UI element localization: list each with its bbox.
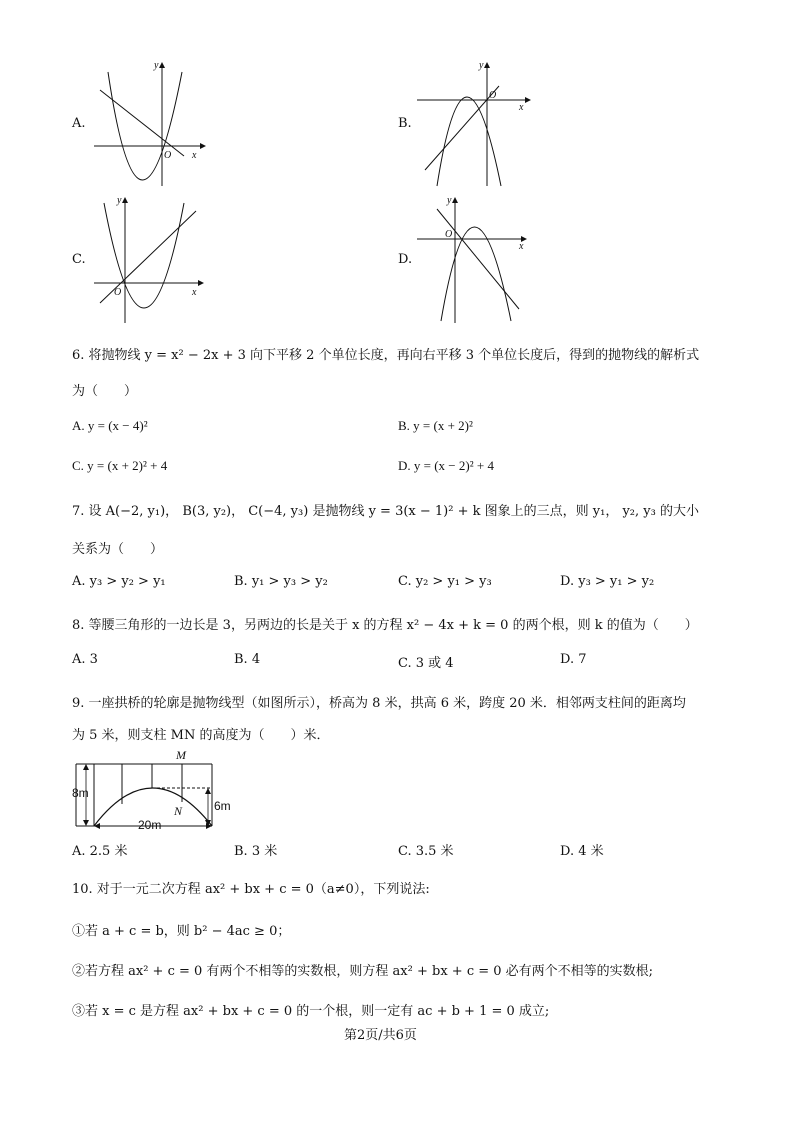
svg-text:y: y [154,60,159,71]
fig-label-n: N [174,804,183,818]
q6-option-d: D. y = (x − 2)² + 4 [398,458,494,473]
q7-option-d: D. y₃ > y₁ > y₂ [560,574,655,589]
option-b-label: B. [398,116,412,131]
graph-b [415,58,535,188]
svg-text:O: O [114,287,122,298]
q6-stem-line1: 6. 将抛物线 y = x² − 2x + 3 向下平移 2 个单位长度，再向右平移 3 个单位长度后，得到的抛物线的解析式 [72,348,700,363]
q9-option-b: B. 3 米 [234,844,278,859]
option-c-label: C. [72,252,86,267]
svg-text:y: y [117,195,122,206]
q7-stem-line2: 关系为（ ） [72,542,164,557]
fig-label-20m: 20m [138,818,162,832]
q6-option-c: C. y = (x + 2)² + 4 [72,458,168,473]
fig-label-8m: 8m [72,786,89,800]
graph-a [92,58,212,188]
q7-option-b: B. y₁ > y₃ > y₂ [234,574,328,589]
q9-option-a: A. 2.5 米 [72,844,128,859]
q7-option-a: A. y₃ > y₂ > y₁ [72,574,166,589]
q9-stem-line2: 为 5 米，则支柱 MN 的高度为（ ）米． [72,728,330,743]
svg-text:O: O [164,150,172,161]
q9-option-d: D. 4 米 [560,844,604,859]
q9-stem-line1: 9. 一座拱桥的轮廓是抛物线型（如图所示），桥高为 8 米，拱高 6 米，跨度 20 米．相邻两支柱间的距离均 [72,696,686,711]
q6-stem-line2: 为（ ） [72,384,138,399]
svg-text:x: x [519,241,524,252]
q8-option-c: C. 3 或 4 [398,656,454,671]
q8-option-a: A. 3 [72,652,98,667]
q10-item-3: ③若 x = c 是方程 ax² + bx + c = 0 的一个根，则一定有 ac + b + 1 = 0 成立; [72,1004,550,1019]
svg-text:y: y [479,60,484,71]
q10-item-1: ①若 a + c = b，则 b² − 4ac ≥ 0； [72,924,291,939]
q8-option-d: D. 7 [560,652,587,667]
q10-item-2: ②若方程 ax² + c = 0 有两个不相等的实数根，则方程 ax² + bx + c = 0 必有两个不相等的实数根; [72,964,654,979]
option-a-label: A. [72,116,86,131]
q8-stem: 8. 等腰三角形的一边长是 3，另两边的长是关于 x 的方程 x² − 4x + k = 0 的两个根，则 k 的值为（ ） [72,618,698,633]
svg-text:x: x [519,102,524,113]
graph-c [92,193,212,323]
q7-stem-line1: 7. 设 A(−2, y₁)， B(3, y₂)， C(−4, y₃) 是抛物线 y = 3(x − 1)² + k 图象上的三点，则 y₁， y₂, y₃ 的大小 [72,504,699,519]
q8-option-b: B. 4 [234,652,261,667]
svg-text:x: x [192,287,197,298]
svg-text:y: y [447,195,452,206]
graph-d [415,193,535,323]
svg-text:O: O [445,229,453,240]
option-d-label: D. [398,252,413,267]
q7-option-c: C. y₂ > y₁ > y₃ [398,574,492,589]
fig-label-m: M [176,748,186,762]
q6-option-a: A. y = (x − 4)² [72,418,148,433]
q10-stem: 10. 对于一元二次方程 ax² + bx + c = 0（a≠0），下列说法: [72,882,430,897]
q9-option-c: C. 3.5 米 [398,844,454,859]
svg-text:x: x [192,150,197,161]
svg-text:O: O [489,90,497,101]
fig-label-6m: 6m [214,799,231,813]
page-footer: 第2页/共6页 [344,1028,417,1043]
q6-option-b: B. y = (x + 2)² [398,418,473,433]
